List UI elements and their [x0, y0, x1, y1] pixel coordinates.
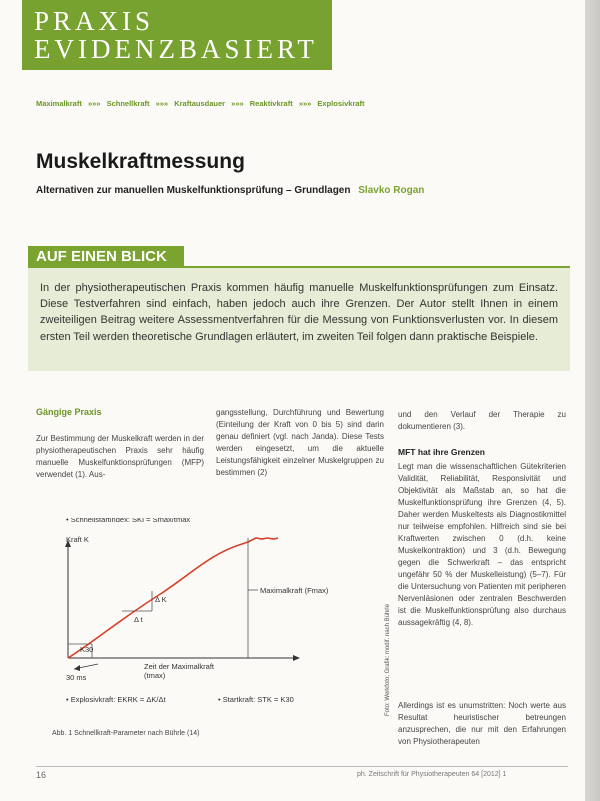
footer-rule [36, 766, 568, 767]
column-1-text: Zur Bestimmung der Muskelkraft werden in der physiotherapeutischen Praxis sehr häufig manuelle Muskelfunktionsprüfungen (MFP) verwendet (1). Aus- [36, 434, 204, 479]
banner-line-2: EVIDENZBASIERT [34, 34, 318, 64]
delta-k-label: Δ K [155, 595, 167, 604]
article-subtitle [36, 185, 424, 196]
force-curve [68, 538, 278, 658]
topic-schnellkraft: Schnellkraft [106, 99, 150, 108]
nav-separator: »»» [155, 99, 169, 108]
nav-separator: »»» [231, 99, 244, 108]
force-time-figure [52, 518, 378, 708]
summary-box: In der physiotherapeutischen Praxis kommen häufig manuelle Muskelfunktionsprüfungen zum Einsatz. Diese Testverfahren sind einfach, haben jedoch auch ihre Grenzen. Der Autor stellt Ihnen in einem zweiteiligen Beitrag weitere Assessmentverfahren für die Messung von Funktionsverlusten vor. In diesem ersten Teil werden theoretische Grundlagen erläutert, im zweiten Teil folgen dann praktische Beispiele. [28, 268, 570, 371]
nav-separator: »»» [298, 99, 312, 108]
page-number: 16 [36, 770, 47, 780]
photo-credit [383, 598, 393, 718]
auf-einen-blick-heading: AUF EINEN BLICK [28, 246, 184, 268]
column-3-text-tail: Allerdings ist es unumstritten: Noch werte aus Resultat heuristischer betreungen anzusprechen, die nur mit den Erfahrungen von Physiotherapeuten [398, 701, 566, 746]
y-axis-label: Kraft K [66, 535, 89, 544]
subtitle-text: Alternativen zur manuellen Muskelfunktionsprüfung – Grundlagen [36, 185, 351, 196]
top-index-label: • Schnellstartindex: SKI = Smax/tmax [66, 518, 191, 524]
time-label-line-1: Zeit der Maximalkraft [144, 662, 215, 671]
column-3-text: Legt man die wissenschaftlichen Gütekriterien Validität, Reliabilität, Responsivität und Objektivität als Maßstab an, so hat die Muskelfunktionsprüfung ihre Grenzen (4, 5). Daher werden Muskeltests als Diagnostikmittel nur teilweise empfohlen. Hilfreich sind sie bei Kraftwerten zwischen 0 (d.h. keine Muskelkontraktion) und 3 (d.h. Bewegung gegen die Schwerkraft – das entspricht ungefähr 50 % der Muskelleistung) (5–7). Für die Untersuchung von Patienten mit peripheren Nervenläsionen oder zentralen Beschwerden ist die Muskelfunktionsprüfung also durchaus aussagekräftig (4, 8). [398, 462, 566, 627]
figure-caption: Abb. 1 Schnellkraft-Parameter nach Bührle (14) [52, 730, 200, 737]
article-title: Muskelkraftmessung [36, 150, 245, 173]
topic-maximalkraft: Maximalkraft [36, 99, 82, 108]
ms-pointer-arrow [74, 665, 80, 671]
k30-label: K30 [80, 645, 94, 654]
nav-separator: »»» [87, 99, 101, 108]
author-name: Slavko Rogan [358, 185, 425, 196]
max-force-label: Maximalkraft (Fmax) [260, 586, 329, 595]
banner-line-1: PRAXIS [34, 6, 155, 36]
section-banner [22, 0, 332, 70]
topic-navigation [36, 99, 369, 108]
topic-explosivkraft: Explosivkraft [317, 99, 365, 108]
x-axis-arrow [293, 655, 300, 661]
topic-reaktivkraft: Reaktivkraft [249, 99, 293, 108]
column-3-subheading: MFT hat ihre Grenzen [398, 447, 485, 457]
column-1-heading: Gängige Praxis [36, 407, 102, 417]
explosive-force-label: • Explosivkraft: EKRK = ΔK/Δt [66, 695, 166, 704]
topic-kraftausdauer: Kraftausdauer [174, 99, 226, 108]
start-force-label: • Startkraft: STK = K30 [218, 695, 294, 704]
delta-t-label: Δ t [134, 615, 143, 624]
column-2-text: gangsstellung, Durchführung und Bewertung (Einteilung der Kraft von 0 bis 5) sind darin genau definiert (vgl. nach Janda). Diese Tests werden eingesetzt, um die aktuelle Leistungsfähigkeit einzelner Muskelgruppen zu bestimmen (2) [216, 408, 384, 477]
journal-footer: ph. Zeitschrift für Physiotherapeuten 64 [2012] 1 [357, 771, 507, 778]
page-gutter [585, 0, 600, 801]
photo-credit-text: Foto: Werkfoto; Grafik: modif. nach Bührle [385, 604, 391, 716]
ms-label: 30 ms [66, 673, 87, 682]
force-time-diagram [52, 518, 378, 708]
column-3-text-top: und den Verlauf der Therapie zu dokumentieren (3). [398, 410, 566, 431]
time-label-line-2: (tmax) [144, 671, 166, 680]
